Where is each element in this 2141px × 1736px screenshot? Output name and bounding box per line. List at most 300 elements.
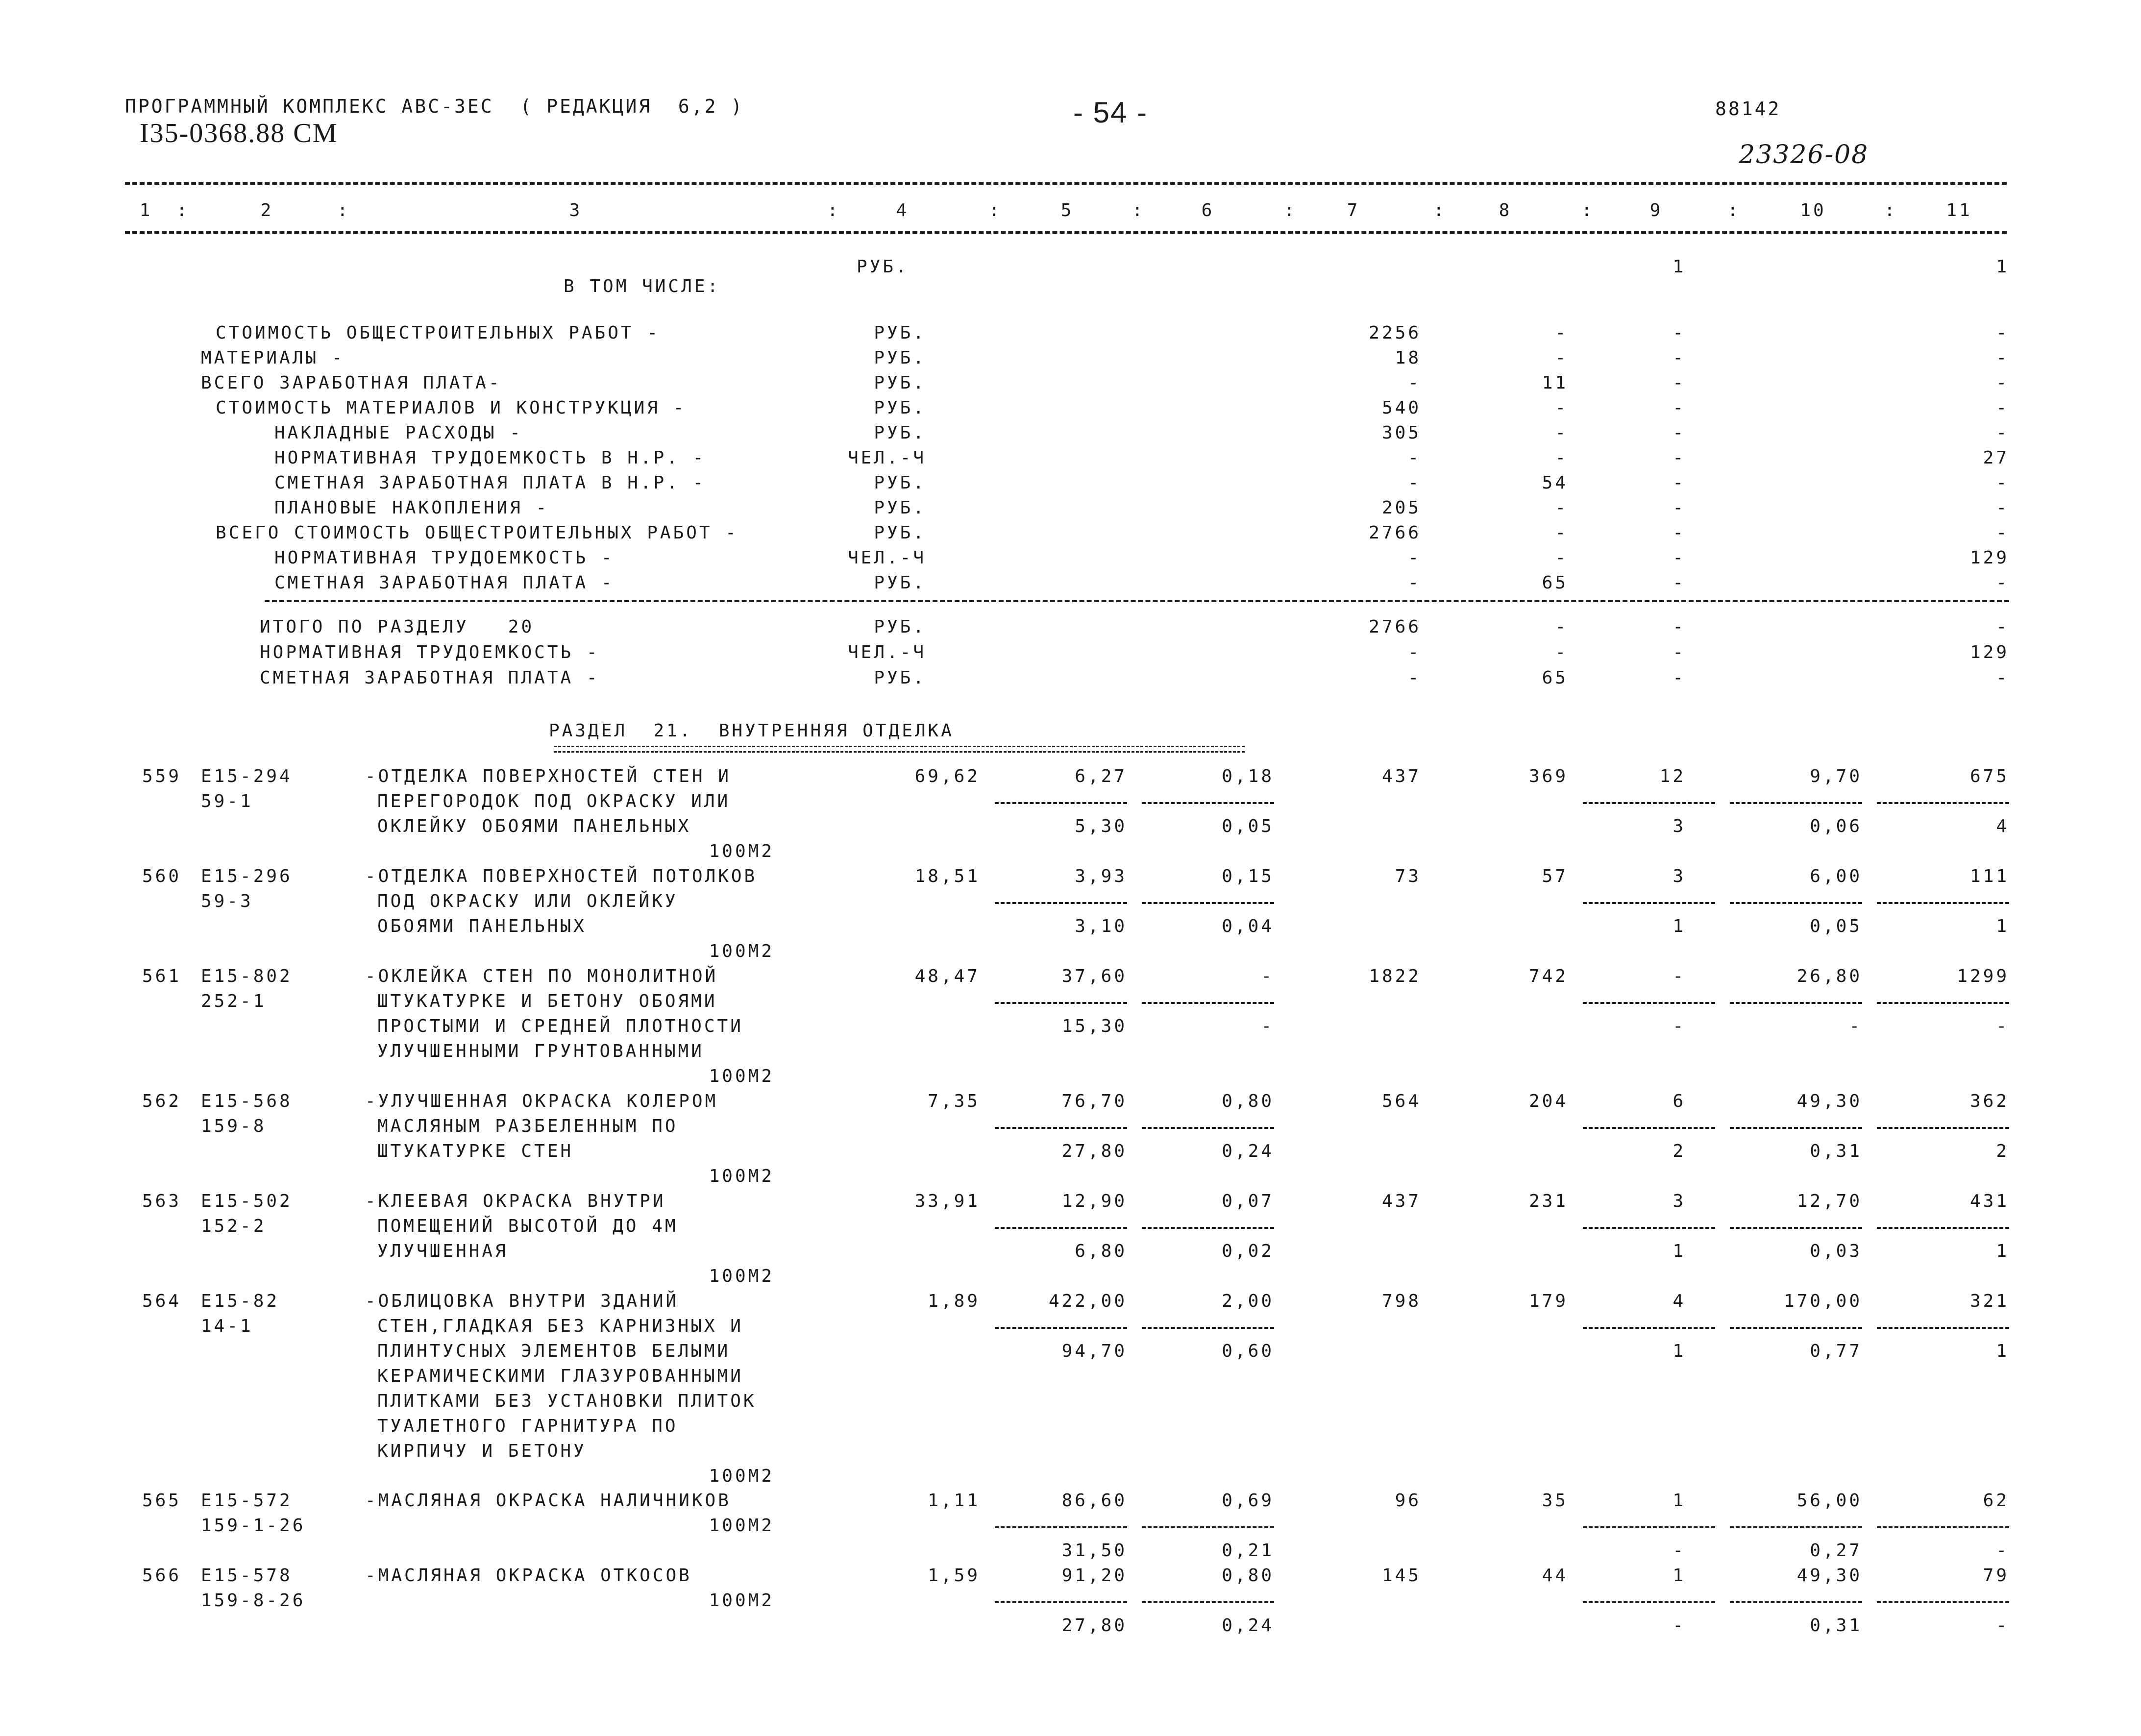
- totals-label: СМЕТНАЯ ЗАРАБОТНАЯ ПЛАТА -: [260, 668, 600, 688]
- item-separator: [1877, 1601, 2009, 1603]
- item-description-line: ОБОЯМИ ПАНЕЛЬНЫХ: [377, 916, 587, 936]
- item-separator: [1142, 902, 1274, 904]
- item-unit: 100М2: [709, 941, 774, 961]
- item-description-line: -МАСЛЯНАЯ ОКРАСКА ОТКОСОВ: [365, 1565, 692, 1586]
- item-col11-lower: 4: [1996, 816, 2009, 836]
- column-separator: :: [989, 200, 1002, 220]
- item-col9-lower: 3: [1673, 816, 1686, 836]
- item-col7-total: 437: [1381, 1191, 1421, 1211]
- item-description-line: ОКЛЕЙКУ ОБОЯМИ ПАНЕЛЬНЫХ: [377, 816, 691, 836]
- item-separator: [1583, 1127, 1715, 1129]
- item-col10-lower: -: [1849, 1016, 1862, 1036]
- summary-col8: 54: [1542, 473, 1568, 493]
- item-col9: 3: [1673, 866, 1686, 886]
- item-col6: 0,07: [1222, 1191, 1274, 1211]
- item-description-line: -ОТДЕЛКА ПОВЕРХНОСТЕЙ ПОТОЛКОВ: [365, 866, 758, 886]
- item-separator: [995, 1002, 1127, 1004]
- item-col7-total: 96: [1395, 1491, 1421, 1511]
- summary-col9: -: [1673, 373, 1686, 393]
- summary-col9: -: [1673, 523, 1686, 543]
- summary-col7: 2766: [1369, 523, 1421, 543]
- column-number: 2: [260, 200, 274, 220]
- column-separator: :: [827, 200, 840, 220]
- summary-label: ВСЕГО ЗАРАБОТНАЯ ПЛАТА-: [201, 373, 502, 393]
- summary-col9: -: [1673, 423, 1686, 443]
- item-code-secondary: 152-2: [201, 1216, 267, 1236]
- item-col7-total: 1822: [1369, 966, 1421, 986]
- summary-col8: -: [1555, 548, 1568, 568]
- item-separator: [1730, 1327, 1862, 1329]
- item-number: 562: [142, 1091, 182, 1111]
- item-col5-cost: 76,70: [1061, 1091, 1127, 1111]
- item-code: Е15-568: [201, 1091, 293, 1111]
- item-separator: [1877, 902, 2009, 904]
- item-separator: [995, 1601, 1127, 1603]
- summary-label: НАКЛАДНЫЕ РАСХОДЫ -: [274, 423, 523, 443]
- item-col5-wage: 5,30: [1075, 816, 1127, 836]
- item-separator: [995, 1127, 1127, 1129]
- item-code: Е15-294: [201, 766, 293, 786]
- summary-col11: -: [1996, 398, 2009, 418]
- column-number: 5: [1060, 200, 1074, 220]
- summary-unit: РУБ.: [874, 523, 926, 543]
- item-col9: 3: [1673, 1191, 1686, 1211]
- item-quantity: 48,47: [914, 966, 980, 986]
- item-col5-wage: 31,50: [1061, 1540, 1127, 1561]
- summary-col11: -: [1996, 348, 2009, 368]
- item-description-line: КЕРАМИЧЕСКИМИ ГЛАЗУРОВАННЫМИ: [377, 1366, 743, 1386]
- item-separator: [1583, 902, 1715, 904]
- item-separator: [1142, 1526, 1274, 1528]
- item-col11-lower: 1: [1996, 1341, 2009, 1361]
- item-separator: [1142, 1002, 1274, 1004]
- item-description-line: -ОТДЕЛКА ПОВЕРХНОСТЕЙ СТЕН И: [365, 766, 731, 786]
- including-label: В ТОМ ЧИСЛЕ:: [564, 276, 721, 296]
- item-description-line: СТЕН,ГЛАДКАЯ БЕЗ КАРНИЗНЫХ И: [377, 1316, 743, 1336]
- item-col11-lower: 2: [1996, 1141, 2009, 1161]
- summary-col9: -: [1673, 473, 1686, 493]
- item-separator: [1583, 802, 1715, 804]
- item-col6: 0,80: [1222, 1091, 1274, 1111]
- item-col9: 4: [1673, 1291, 1686, 1311]
- summary-col11: -: [1996, 473, 2009, 493]
- handwritten-number: 23326-08: [1739, 140, 1869, 170]
- summary-unit: РУБ.: [874, 398, 926, 418]
- item-col6: 0,69: [1222, 1491, 1274, 1511]
- item-separator: [995, 802, 1127, 804]
- item-col10: 6,00: [1810, 866, 1862, 886]
- item-col11-lower: 1: [1996, 1241, 2009, 1261]
- item-col11: 62: [1983, 1491, 2009, 1511]
- item-col9: 6: [1673, 1091, 1686, 1111]
- totals-unit: РУБ.: [874, 668, 926, 688]
- summary-col7: 540: [1381, 398, 1421, 418]
- summary-unit: РУБ.: [874, 323, 926, 343]
- column-number: 4: [896, 200, 910, 220]
- summary-unit: РУБ.: [874, 423, 926, 443]
- item-col6: 0,80: [1222, 1565, 1274, 1586]
- summary-top-col9: 1: [1673, 257, 1686, 277]
- item-quantity: 7,35: [928, 1091, 980, 1111]
- item-quantity: 33,91: [914, 1191, 980, 1211]
- item-separator: [1877, 802, 2009, 804]
- item-separator: [1142, 1227, 1274, 1229]
- item-number: 564: [142, 1291, 182, 1311]
- item-col5-wage: 15,30: [1061, 1016, 1127, 1036]
- summary-label: ПЛАНОВЫЕ НАКОПЛЕНИЯ -: [274, 498, 549, 518]
- item-col11: 1299: [1957, 966, 2009, 986]
- item-col6-lower: 0,24: [1222, 1141, 1274, 1161]
- summary-unit: ЧЕЛ.-Ч: [847, 548, 926, 568]
- summary-top-unit: РУБ.: [857, 257, 909, 277]
- section-underline: [554, 746, 1245, 753]
- summary-label: СТОИМОСТЬ МАТЕРИАЛОВ И КОНСТРУКЦИЯ -: [216, 398, 687, 418]
- item-code-secondary: 59-1: [201, 791, 253, 811]
- item-col7-total: 73: [1395, 866, 1421, 886]
- item-separator: [1142, 802, 1274, 804]
- item-description-line: -КЛЕЕВАЯ ОКРАСКА ВНУТРИ: [365, 1191, 666, 1211]
- item-col5-cost: 12,90: [1061, 1191, 1127, 1211]
- item-code-secondary: 59-3: [201, 891, 253, 911]
- summary-col8: -: [1555, 323, 1568, 343]
- item-description-line: -УЛУЧШЕННАЯ ОКРАСКА КОЛЕРОМ: [365, 1091, 718, 1111]
- summary-col8: 65: [1542, 573, 1568, 593]
- item-col9: -: [1673, 966, 1686, 986]
- item-separator: [1877, 1327, 2009, 1329]
- item-description-line: УЛУЧШЕННЫМИ ГРУНТОВАННЫМИ: [377, 1041, 704, 1061]
- item-col5-cost: 6,27: [1075, 766, 1127, 786]
- item-quantity: 1,11: [928, 1491, 980, 1511]
- item-col10-lower: 0,03: [1810, 1241, 1862, 1261]
- document-code: I35-0368.88 СМ: [140, 118, 338, 148]
- item-col5-cost: 91,20: [1061, 1565, 1127, 1586]
- summary-unit: ЧЕЛ.-Ч: [847, 448, 926, 468]
- item-col6-lower: 0,21: [1222, 1540, 1274, 1561]
- summary-col8: 11: [1542, 373, 1568, 393]
- item-separator: [1730, 802, 1862, 804]
- item-separator: [1730, 902, 1862, 904]
- summary-col8: -: [1555, 498, 1568, 518]
- summary-label: МАТЕРИАЛЫ -: [201, 348, 345, 368]
- item-col6: 0,15: [1222, 866, 1274, 886]
- item-separator: [1142, 1601, 1274, 1603]
- column-separator: :: [1284, 200, 1297, 220]
- program-header: ПРОГРАММНЫЙ КОМПЛЕКС АВС-3ЕС ( РЕДАКЦИЯ 6,2 ): [125, 96, 744, 117]
- item-code: Е15-296: [201, 866, 293, 886]
- summary-label: СМЕТНАЯ ЗАРАБОТНАЯ ПЛАТА -: [274, 573, 615, 593]
- item-col7-total: 564: [1381, 1091, 1421, 1111]
- item-quantity: 18,51: [914, 866, 980, 886]
- item-col10: 49,30: [1796, 1091, 1862, 1111]
- summary-col7: -: [1408, 373, 1421, 393]
- section-title: РАЗДЕЛ 21. ВНУТРЕННЯЯ ОТДЕЛКА: [549, 721, 954, 741]
- item-col5-wage: 6,80: [1075, 1241, 1127, 1261]
- item-quantity: 1,59: [928, 1565, 980, 1586]
- item-col8: 44: [1542, 1565, 1568, 1586]
- item-code-secondary: 14-1: [201, 1316, 253, 1336]
- totals-col8: 65: [1542, 668, 1568, 688]
- item-col5-wage: 27,80: [1061, 1141, 1127, 1161]
- job-number: 88142: [1715, 98, 1781, 120]
- item-col11: 111: [1969, 866, 2009, 886]
- item-col10-lower: 0,77: [1810, 1341, 1862, 1361]
- item-col6-lower: 0,60: [1222, 1341, 1274, 1361]
- item-col6-lower: 0,04: [1222, 916, 1274, 936]
- item-col6-lower: 0,24: [1222, 1615, 1274, 1636]
- item-col6: 2,00: [1222, 1291, 1274, 1311]
- item-col5-wage: 3,10: [1075, 916, 1127, 936]
- summary-col7: 305: [1381, 423, 1421, 443]
- item-col5-wage: 94,70: [1061, 1341, 1127, 1361]
- item-unit: 100М2: [709, 841, 774, 861]
- item-col11-lower: -: [1996, 1540, 2009, 1561]
- item-separator: [1730, 1526, 1862, 1528]
- item-col6-lower: -: [1261, 1016, 1274, 1036]
- item-description-line: ПЛИНТУСНЫХ ЭЛЕМЕНТОВ БЕЛЫМИ: [377, 1341, 731, 1361]
- item-number: 565: [142, 1491, 182, 1511]
- totals-col11: -: [1996, 617, 2009, 637]
- item-unit: 100М2: [709, 1166, 774, 1186]
- summary-col9: -: [1673, 498, 1686, 518]
- item-separator: [1877, 1002, 2009, 1004]
- item-col11: 362: [1969, 1091, 2009, 1111]
- item-separator: [1583, 1327, 1715, 1329]
- item-col5-wage: 27,80: [1061, 1615, 1127, 1636]
- item-description-line: ШТУКАТУРКЕ СТЕН: [377, 1141, 574, 1161]
- totals-col11: -: [1996, 668, 2009, 688]
- summary-unit: РУБ.: [874, 473, 926, 493]
- item-quantity: 1,89: [928, 1291, 980, 1311]
- totals-col9: -: [1673, 642, 1686, 662]
- column-number: 3: [569, 200, 583, 220]
- item-col11: 431: [1969, 1191, 2009, 1211]
- item-col9: 1: [1673, 1565, 1686, 1586]
- column-number: 7: [1347, 200, 1360, 220]
- item-col10-lower: 0,31: [1810, 1141, 1862, 1161]
- item-separator: [1583, 1526, 1715, 1528]
- summary-label: СТОИМОСТЬ ОБЩЕСТРОИТЕЛЬНЫХ РАБОТ -: [216, 323, 660, 343]
- summary-col9: -: [1673, 348, 1686, 368]
- item-col11: 675: [1969, 766, 2009, 786]
- summary-col9: -: [1673, 323, 1686, 343]
- totals-label: НОРМАТИВНАЯ ТРУДОЕМКОСТЬ -: [260, 642, 600, 662]
- totals-col8: -: [1555, 617, 1568, 637]
- item-col9-lower: 1: [1673, 916, 1686, 936]
- summary-label: ВСЕГО СТОИМОСТЬ ОБЩЕСТРОИТЕЛЬНЫХ РАБОТ -: [216, 523, 738, 543]
- summary-col11: -: [1996, 373, 2009, 393]
- column-separator: :: [1884, 200, 1897, 220]
- column-separator: :: [1132, 200, 1145, 220]
- page-number: - 54 -: [1073, 96, 1148, 129]
- item-separator: [1730, 1227, 1862, 1229]
- summary-col7: 2256: [1369, 323, 1421, 343]
- item-col7-total: 798: [1381, 1291, 1421, 1311]
- item-col5-cost: 422,00: [1048, 1291, 1127, 1311]
- item-col10: 56,00: [1796, 1491, 1862, 1511]
- item-code-secondary: 159-8-26: [201, 1590, 306, 1611]
- item-description-line: ПОМЕЩЕНИЙ ВЫСОТОЙ ДО 4М: [377, 1216, 678, 1236]
- totals-unit: РУБ.: [874, 617, 926, 637]
- item-separator: [1583, 1601, 1715, 1603]
- item-col8: 742: [1528, 966, 1568, 986]
- item-description-line: ШТУКАТУРКЕ И БЕТОНУ ОБОЯМИ: [377, 991, 717, 1011]
- item-unit: 100М2: [709, 1066, 774, 1086]
- column-separator: :: [176, 200, 190, 220]
- item-col8: 369: [1528, 766, 1568, 786]
- summary-col11: 27: [1983, 448, 2009, 468]
- totals-col7: 2766: [1369, 617, 1421, 637]
- column-number: 11: [1946, 200, 1972, 220]
- item-code: Е15-502: [201, 1191, 293, 1211]
- item-number: 561: [142, 966, 182, 986]
- item-col10-lower: 0,31: [1810, 1615, 1862, 1636]
- totals-unit: ЧЕЛ.-Ч: [847, 642, 926, 662]
- item-col11: 321: [1969, 1291, 2009, 1311]
- summary-col7: -: [1408, 473, 1421, 493]
- item-separator: [1730, 1002, 1862, 1004]
- item-col10: 9,70: [1810, 766, 1862, 786]
- item-number: 559: [142, 766, 182, 786]
- totals-col7: -: [1408, 642, 1421, 662]
- summary-col7: -: [1408, 573, 1421, 593]
- item-separator: [1142, 1327, 1274, 1329]
- item-col9-lower: -: [1673, 1016, 1686, 1036]
- item-col8: 35: [1542, 1491, 1568, 1511]
- summary-col9: -: [1673, 448, 1686, 468]
- summary-col8: -: [1555, 398, 1568, 418]
- item-description-line: ТУАЛЕТНОГО ГАРНИТУРА ПО: [377, 1416, 678, 1436]
- column-separator: :: [1433, 200, 1447, 220]
- item-col9-lower: 2: [1673, 1141, 1686, 1161]
- header-rule-bottom: [125, 231, 2007, 234]
- item-separator: [995, 1227, 1127, 1229]
- summary-col11: -: [1996, 498, 2009, 518]
- item-code: Е15-572: [201, 1491, 293, 1511]
- summary-col8: -: [1555, 423, 1568, 443]
- item-code-secondary: 159-1-26: [201, 1516, 306, 1536]
- item-col8: 57: [1542, 866, 1568, 886]
- item-separator: [1877, 1127, 2009, 1129]
- summary-col7: 18: [1395, 348, 1421, 368]
- item-number: 560: [142, 866, 182, 886]
- item-col6-lower: 0,02: [1222, 1241, 1274, 1261]
- column-separator: :: [1581, 200, 1595, 220]
- item-col9-lower: -: [1673, 1540, 1686, 1561]
- totals-col9: -: [1673, 617, 1686, 637]
- item-unit: 100М2: [709, 1516, 774, 1536]
- summary-col8: -: [1555, 523, 1568, 543]
- summary-rule: [265, 600, 2009, 602]
- summary-col7: -: [1408, 448, 1421, 468]
- summary-col7: 205: [1381, 498, 1421, 518]
- item-number: 563: [142, 1191, 182, 1211]
- item-unit: 100М2: [709, 1466, 774, 1486]
- item-col6-lower: 0,05: [1222, 816, 1274, 836]
- summary-col11: 129: [1969, 548, 2009, 568]
- item-description-line: -МАСЛЯНАЯ ОКРАСКА НАЛИЧНИКОВ: [365, 1491, 731, 1511]
- item-col5-cost: 37,60: [1061, 966, 1127, 986]
- item-col10: 49,30: [1796, 1565, 1862, 1586]
- item-col10: 26,80: [1796, 966, 1862, 986]
- item-col7-total: 437: [1381, 766, 1421, 786]
- summary-col11: -: [1996, 323, 2009, 343]
- summary-unit: РУБ.: [874, 498, 926, 518]
- item-col10-lower: 0,06: [1810, 816, 1862, 836]
- column-number: 9: [1649, 200, 1663, 220]
- item-col10-lower: 0,05: [1810, 916, 1862, 936]
- item-code-secondary: 252-1: [201, 991, 267, 1011]
- summary-label: СМЕТНАЯ ЗАРАБОТНАЯ ПЛАТА В Н.Р. -: [274, 473, 706, 493]
- item-description-line: -ОКЛЕЙКА СТЕН ПО МОНОЛИТНОЙ: [365, 966, 718, 986]
- item-col9-lower: -: [1673, 1615, 1686, 1636]
- totals-col8: -: [1555, 642, 1568, 662]
- item-separator: [995, 902, 1127, 904]
- summary-col11: -: [1996, 573, 2009, 593]
- item-col6: 0,18: [1222, 766, 1274, 786]
- totals-col9: -: [1673, 668, 1686, 688]
- item-description-line: ПЕРЕГОРОДОК ПОД ОКРАСКУ ИЛИ: [377, 791, 731, 811]
- item-col11-lower: 1: [1996, 916, 2009, 936]
- item-description-line: МАСЛЯНЫМ РАЗБЕЛЕННЫМ ПО: [377, 1116, 678, 1136]
- item-separator: [1142, 1127, 1274, 1129]
- item-description-line: -ОБЛИЦОВКА ВНУТРИ ЗДАНИЙ: [365, 1291, 679, 1311]
- item-col8: 231: [1528, 1191, 1568, 1211]
- summary-top-col11: 1: [1996, 257, 2009, 277]
- item-code: Е15-82: [201, 1291, 280, 1311]
- item-unit: 100М2: [709, 1590, 774, 1611]
- item-col9-lower: 1: [1673, 1341, 1686, 1361]
- summary-label: НОРМАТИВНАЯ ТРУДОЕМКОСТЬ В Н.Р. -: [274, 448, 706, 468]
- summary-label: НОРМАТИВНАЯ ТРУДОЕМКОСТЬ -: [274, 548, 615, 568]
- item-separator: [1730, 1601, 1862, 1603]
- item-separator: [1583, 1002, 1715, 1004]
- item-col8: 179: [1528, 1291, 1568, 1311]
- item-number: 566: [142, 1565, 182, 1586]
- item-description-line: УЛУЧШЕННАЯ: [377, 1241, 508, 1261]
- item-col10: 12,70: [1796, 1191, 1862, 1211]
- item-separator: [995, 1526, 1127, 1528]
- item-col5-cost: 86,60: [1061, 1491, 1127, 1511]
- item-col9: 12: [1659, 766, 1686, 786]
- totals-col7: -: [1408, 668, 1421, 688]
- item-separator: [995, 1327, 1127, 1329]
- column-number: 8: [1499, 200, 1512, 220]
- item-code: Е15-578: [201, 1565, 293, 1586]
- summary-col9: -: [1673, 548, 1686, 568]
- item-separator: [1583, 1227, 1715, 1229]
- item-col5-cost: 3,93: [1075, 866, 1127, 886]
- item-description-line: ПОД ОКРАСКУ ИЛИ ОКЛЕЙКУ: [377, 891, 678, 911]
- totals-col11: 129: [1969, 642, 2009, 662]
- summary-unit: РУБ.: [874, 348, 926, 368]
- item-unit: 100М2: [709, 1266, 774, 1286]
- header-rule-top: [125, 182, 2007, 185]
- item-col11-lower: -: [1996, 1016, 2009, 1036]
- item-description-line: ПЛИТКАМИ БЕЗ УСТАНОВКИ ПЛИТОК: [377, 1391, 757, 1411]
- summary-unit: РУБ.: [874, 373, 926, 393]
- item-separator: [1877, 1526, 2009, 1528]
- totals-label: ИТОГО ПО РАЗДЕЛУ 20: [260, 617, 535, 637]
- item-separator: [1877, 1227, 2009, 1229]
- item-col9: 1: [1673, 1491, 1686, 1511]
- item-col10-lower: 0,27: [1810, 1540, 1862, 1561]
- column-separator: :: [1727, 200, 1741, 220]
- column-separator: :: [337, 200, 350, 220]
- item-col11: 79: [1983, 1565, 2009, 1586]
- column-number: 1: [139, 200, 153, 220]
- item-description-line: ПРОСТЫМИ И СРЕДНЕЙ ПЛОТНОСТИ: [377, 1016, 743, 1036]
- item-separator: [1730, 1127, 1862, 1129]
